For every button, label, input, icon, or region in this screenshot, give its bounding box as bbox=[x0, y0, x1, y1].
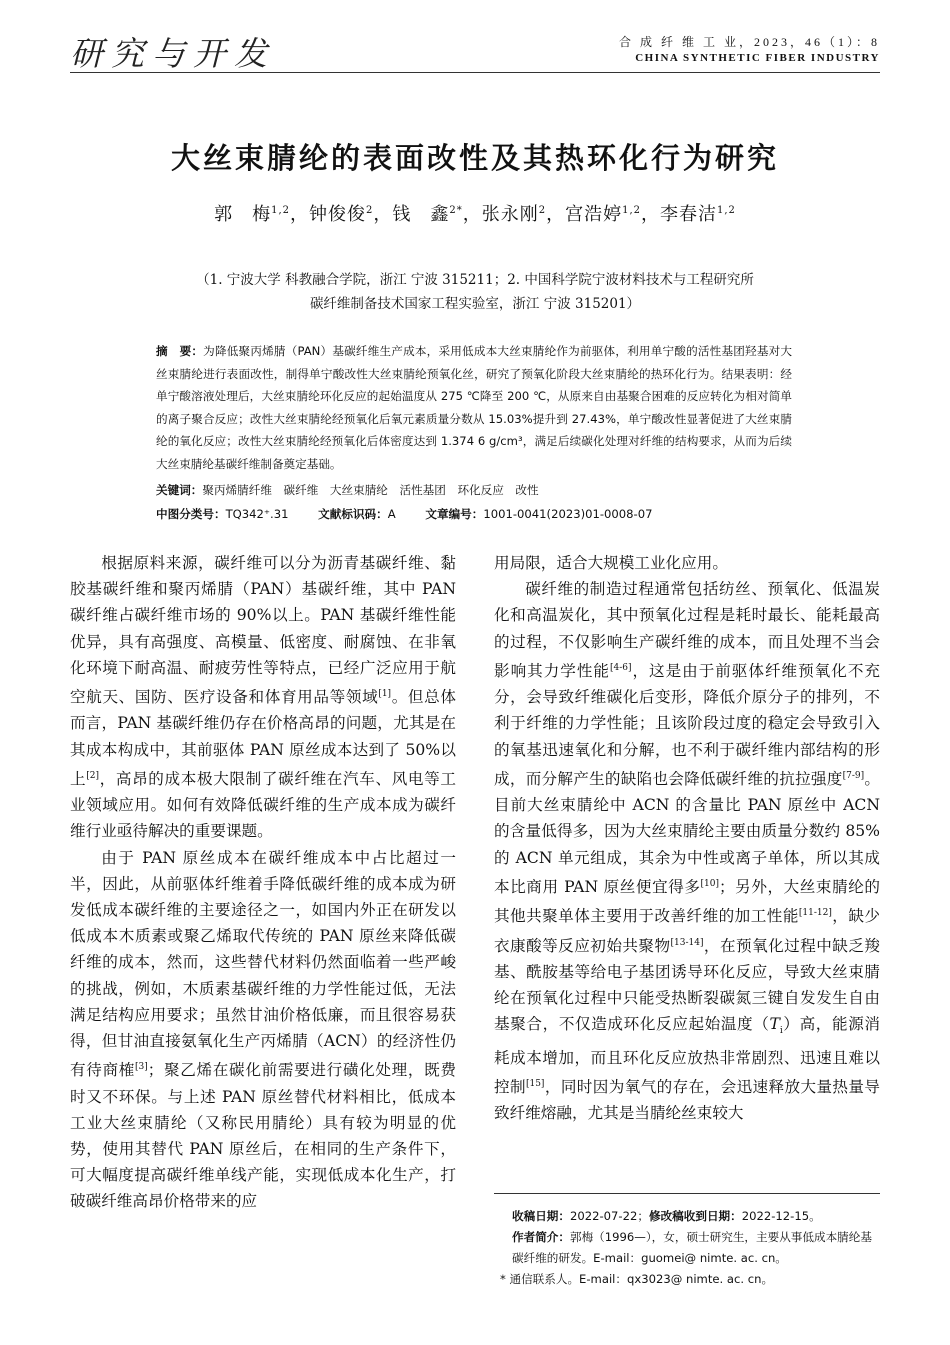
clc-value: TQ342⁺.31 bbox=[225, 507, 289, 521]
section-label: 研究与开发 bbox=[70, 34, 275, 73]
journal-citation-cn: 合 成 纤 维 工 业，2023，46（1）：8 bbox=[618, 35, 880, 49]
body-text: ，在预氧化过程中缺乏羧基、酰胺基等给电子基团诱导环化反应，导致大丝束腈纶在预氧化过程中只能受热断裂碳氮三键自发发生自由基聚合，不仅造成环化反应起始温度（ bbox=[494, 936, 880, 1034]
citation-ref[interactable]: [7-9] bbox=[842, 770, 865, 781]
doc-value: A bbox=[387, 507, 396, 521]
body-text: ，高昂的成本极大限制了碳纤维在汽车、风电等工业领域应用。如何有效降低碳纤维的生产成本成为碳纤维行业亟待解决的重要课题。 bbox=[70, 770, 456, 841]
revised-date: 2022-12-15。 bbox=[741, 1209, 821, 1223]
received-dates bbox=[512, 1206, 880, 1227]
journal-name-en: CHINA SYNTHETIC FIBER INDUSTRY bbox=[635, 52, 880, 64]
citation-ref[interactable]: [3] bbox=[135, 1062, 148, 1073]
author-name: ，钟俊俊 bbox=[289, 204, 366, 225]
affiliation-line: 碳纤维制备技术国家工程实验室，浙江 宁波 315201） bbox=[309, 296, 641, 312]
affiliations bbox=[0, 268, 950, 316]
author-affil-mark: 2 bbox=[538, 205, 547, 216]
clc-label: 中图分类号： bbox=[156, 507, 226, 521]
header-divider bbox=[70, 72, 880, 73]
body-text: ；聚乙烯在碳化前需要进行磺化处理，既费时又不环保。与上述 PAN 原丝替代材料相比，低成本工业大丝束腈纶（又称民用腈纶）具有较为明显的优势，使用其替代 PAN 原丝后，在相同的生产条件下，可大幅度提高碳纤维单线产能，实现低成本化生产，打破碳纤维高昂价格带来的应 bbox=[70, 1061, 456, 1211]
journal-citation bbox=[619, 34, 880, 66]
author-affil-mark: 1,2 bbox=[271, 205, 290, 216]
author-bio-text: 郭梅（1996—），女，硕士研究生，主要从事低成本腈纶基碳纤维的研发。E-mail：guomei@ nimte. ac. cn。 bbox=[512, 1230, 872, 1265]
art-label: 文章编号： bbox=[425, 507, 484, 521]
body-paragraph: 用局限，适合大规模工业化应用。 bbox=[494, 554, 728, 572]
document-code bbox=[318, 507, 396, 521]
keywords-label: 关键词： bbox=[156, 483, 203, 497]
variable-subscript: i bbox=[779, 1026, 783, 1037]
author-affil-mark: 1,2 bbox=[717, 205, 736, 216]
citation-ref[interactable]: [2] bbox=[86, 770, 99, 781]
author-name: 郭 梅 bbox=[214, 204, 272, 225]
article-number bbox=[425, 507, 652, 521]
citation-ref[interactable]: [13-14] bbox=[670, 937, 704, 948]
received-label: 收稿日期： bbox=[512, 1209, 570, 1223]
body-column-left bbox=[70, 550, 456, 1215]
body-text: ，这是由于前驱体纤维预氧化不充分，会导致纤维碳化后变形，降低介原分子的排列，不利于纤维的力学性能；且该阶段过度的稳定会导致引入的氧基迅速氧化和分解，也不利于碳纤维内部结构的形成，而分解产生的缺陷也会降低碳纤维的抗拉强度 bbox=[494, 662, 880, 788]
abstract-label: 摘 要： bbox=[156, 344, 204, 358]
author-affil-mark: 1,2 bbox=[622, 205, 642, 216]
author-name: ，李春洁 bbox=[641, 204, 718, 225]
citation-ref[interactable]: [1] bbox=[378, 689, 392, 700]
abstract bbox=[156, 340, 792, 476]
clc-number bbox=[156, 507, 288, 521]
author-affil-mark: 2 bbox=[365, 205, 374, 216]
author-name: ，钱 鑫 bbox=[373, 204, 450, 225]
doc-label: 文献标识码： bbox=[318, 507, 388, 521]
body-paragraph bbox=[70, 550, 456, 845]
page-header bbox=[70, 22, 880, 72]
keywords-text: 聚丙烯腈纤维 碳纤维 大丝束腈纶 活性基团 环化反应 改性 bbox=[202, 483, 539, 497]
body-paragraph bbox=[494, 576, 880, 1126]
variable-t: T bbox=[769, 1015, 780, 1034]
abstract-text: 为降低聚丙烯腈（PAN）基碳纤维生产成本，采用低成本大丝束腈纶作为前驱体，利用单宁酸的活性基团羟基对大丝束腈纶进行表面改性，制得单宁酸改性大丝束腈纶预氧化丝，研究了预氧化阶段大丝束腈纶的热环化行为。结果表明：经单宁酸溶液处理后，大丝束腈纶环化反应的起始温度从 275 ℃降至 200 ℃，从原来自由基聚合困难的反应转化为相对简单的离子聚合反应；改性大丝束腈纶经预氧化后氧元素质量分数从 15.03%提升到 27.43%，单宁酸改性显著促进了大丝束腈纶的氧化反应；改性大丝束腈纶经预氧化后体密度达到 1.374 6 g/cm³，满足后续碳化处理对纤维的结构要求，从而为后续大丝束腈纶基碳纤维制备奠定基础。 bbox=[156, 344, 792, 471]
body-text: 由于 PAN 原丝成本在碳纤维成本中占比超过一半，因此，从前驱体纤维着手降低碳纤维的成本成为研发低成本碳纤维的主要途径之一，如国内外正在研发以低成本木质素或聚乙烯取代传统的 PAN 原丝来降低碳纤维的成本，然而，这些替代材料仍然面临着一些严峻的挑战，例如，木质素基碳纤维的力学性能过低，无法满足结构应用要求；虽然甘油价格低廉，而且很容易获得，但甘油直接氨氧化生产丙烯腈（ACN）的经济性仍有待商榷 bbox=[70, 848, 456, 1080]
art-value: 1001-0041(2023)01-0008-07 bbox=[483, 507, 653, 521]
body-column-right bbox=[494, 550, 880, 1127]
classification-line bbox=[156, 506, 792, 522]
keywords bbox=[156, 482, 792, 498]
revised-label: 修改稿收到日期： bbox=[648, 1209, 742, 1223]
author-bio bbox=[512, 1227, 880, 1269]
body-text: ）高，能源消耗成本增加，而且环化反应放热非常剧烈、迅速且难以控制 bbox=[494, 1015, 880, 1097]
received-date: 2022-07-22； bbox=[569, 1209, 649, 1223]
author-list bbox=[0, 200, 950, 226]
author-name: ，宫浩婷 bbox=[546, 204, 623, 225]
author-affil-mark: 2* bbox=[449, 205, 463, 216]
citation-ref[interactable]: [15] bbox=[525, 1078, 545, 1089]
body-text: 。但总体而言，PAN 基碳纤维仍存在价格高昂的问题，尤其是在其成本构成中，其前驱体 PAN 原丝成本达到了 50%以上 bbox=[70, 688, 456, 788]
author-name: ，张永刚 bbox=[462, 204, 539, 225]
body-paragraph bbox=[70, 845, 456, 1215]
citation-ref[interactable]: [4-6] bbox=[609, 662, 632, 673]
body-text: ；另外，大丝束腈纶的其他共聚单体主要用于改善纤维的加工性能 bbox=[494, 878, 880, 926]
author-bio-label: 作者简介： bbox=[512, 1230, 570, 1244]
citation-ref[interactable]: [11-12] bbox=[798, 908, 832, 919]
footnotes bbox=[500, 1206, 880, 1290]
footnote-divider bbox=[494, 1193, 880, 1194]
corresponding-author: * 通信联系人。E-mail：qx3023@ nimte. ac. cn。 bbox=[500, 1272, 774, 1286]
body-text: ，缺少衣康酸等反应初始共聚物 bbox=[494, 907, 880, 955]
paper-title: 大丝束腈纶的表面改性及其热环化行为研究 bbox=[170, 141, 779, 175]
body-text: ，同时因为氧气的存在，会迅速释放大量热量导致纤维熔融，尤其是当腈纶丝束较大 bbox=[494, 1078, 880, 1123]
body-text: 。目前大丝束腈纶中 ACN 的含量比 PAN 原丝中 ACN 的含量低得多，因为大丝束腈纶主要由质量分数约 85%的 ACN 单元组成，其余为中性或离子单体，所以其成本比商用 PAN 原丝便宜得多 bbox=[494, 770, 880, 896]
body-text: 碳纤维的制造过程通常包括纺丝、预氧化、低温炭化和高温炭化，其中预氧化过程是耗时最长、能耗最高的过程，不仅影响生产碳纤维的成本，而且处理不当会影响其力学性能 bbox=[494, 580, 880, 680]
body-text: 根据原料来源，碳纤维可以分为沥青基碳纤维、黏胶基碳纤维和聚丙烯腈（PAN）基碳纤维，其中 PAN 碳纤维占碳纤维市场的 90%以上。PAN 基碳纤维性能优异，具有高强度、高模量、低密度、耐腐蚀、在非氧化环境下耐高温、耐疲劳性等特点，已经广泛应用于航空航天、国防、医疗设备和体育用品等领域 bbox=[70, 554, 456, 707]
affiliation-line: （1. 宁波大学 科教融合学院，浙江 宁波 315211；2. 中国科学院宁波材料技术与工程研究所 bbox=[196, 272, 754, 288]
citation-ref[interactable]: [10] bbox=[700, 878, 720, 889]
